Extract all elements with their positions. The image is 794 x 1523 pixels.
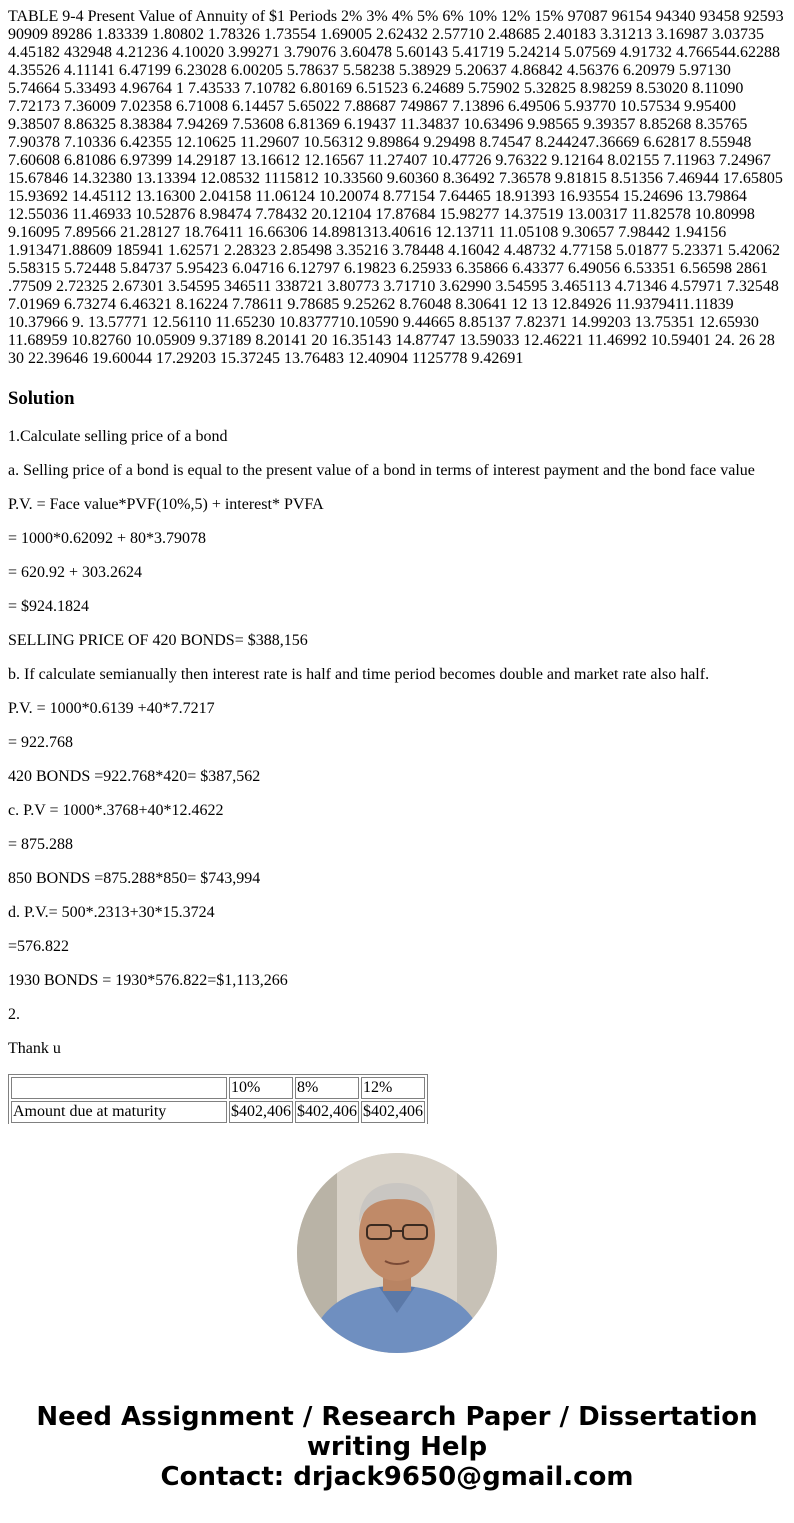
solution-line: = $924.1824 bbox=[8, 598, 90, 615]
solution-line: SELLING PRICE OF 420 BONDS= $388,156 bbox=[8, 632, 308, 649]
solution-line: 2. bbox=[8, 1006, 20, 1023]
author-avatar bbox=[297, 1153, 497, 1353]
table-cell: 8% bbox=[295, 1077, 359, 1099]
assignment-help-banner bbox=[0, 1402, 794, 1492]
table-cell: Amount due at maturity bbox=[11, 1101, 227, 1123]
solution-line: c. P.V = 1000*.3768+40*12.4622 bbox=[8, 802, 224, 819]
solution-line: = 1000*0.62092 + 80*3.79078 bbox=[8, 530, 207, 547]
table-header-row bbox=[11, 1077, 425, 1099]
table-cell: $402,406 bbox=[229, 1101, 293, 1123]
solution-line: P.V. = Face value*PVF(10%,5) + interest* PVFA bbox=[8, 496, 324, 513]
pv-annuity-table-text: TABLE 9-4 Present Value of Annuity of $1 Periods 2% 3% 4% 5% 6% 10% 12% 15% 97087 96154 94340 93458 92593 90909 89286 1.83339 1.80802 1.78326 1.73554 1.69005 2.62432 2.57710 2.48685 2.40183 3.31213 3.16987 3.03735 4.45182 432948 4.21236 4.10020 3.99271 3.79076 3.60478 5.60143 5.41719 5.24214 5.07569 4.91732 4.766544.62288 4.35526 4.11141 6.47199 6.23028 6.00205 5.78637 5.58238 5.38929 5.20637 4.86842 4.56376 6.20979 5.97130 5.74664 5.33493 4.96764 1 7.43533 7.10782 6.80169 6.51523 6.24689 5.75902 5.32825 8.98259 8.53020 8.11090 7.72173 7.36009 7.02358 6.71008 6.14457 5.65022 7.88687 749867 7.13896 6.49506 5.93770 10.57534 9.95400 9.38507 8.86325 8.38384 7.94269 7.53608 6.81369 6.19437 11.34837 10.63496 9.98565 9.39357 8.85268 8.35765 7.90378 7.10336 6.42355 12.10625 11.29607 10.56312 9.89864 9.29498 8.74547 8.244247.36669 6.62817 8.55948 7.60608 6.81086 6.97399 14.29187 13.16612 12.16567 11.27407 10.47726 9.76322 9.12164 8.02155 7.11963 7.24967 15.67846 14.32380 13.13394 12.08532 1115812 10.33560 9.60360 8.36492 7.36578 9.81815 8.51356 7.46944 17.65805 15.93692 14.45112 13.16300 2.04158 11.06124 10.20074 8.77154 7.64465 18.91393 16.93554 15.24696 13.79864 12.55036 11.46933 10.52876 8.98474 7.78432 20.12104 17.87684 15.98277 14.37519 13.00317 11.82578 10.80998 9.16095 7.89566 21.28127 18.76411 16.66306 14.8981313.40616 12.13711 11.05108 9.30657 7.98442 1.94156 1.913471.88609 185941 1.62571 2.28323 2.85498 3.35216 3.78448 4.16042 4.48732 4.77158 5.01877 5.23371 5.42062 5.58315 5.72448 5.84737 5.95423 6.04716 6.12797 6.19823 6.25933 6.35866 6.43377 6.49056 6.53351 6.56598 2861 .77509 2.72325 2.67301 3.54595 346511 338721 3.80773 3.71710 3.62990 3.54595 3.465113 4.71346 4.57971 7.32548 7.01969 6.73274 6.46321 8.16224 7.78611 9.78685 9.25262 8.76048 8.30641 12 13 12.84926 11.9379411.11839 10.37966 9. 13.57771 12.56110 11.65230 10.8377710.10590 9.44665 8.85137 7.82371 14.99203 13.75351 12.65930 11.68959 10.82760 10.05909 9.37189 8.20141 20 16.35143 14.87747 13.59033 12.46221 11.46992 10.59401 24. 26 28 30 22.39646 19.60044 17.29203 15.37245 13.76483 12.40904 1125778 9.42691 bbox=[8, 8, 784, 367]
solution-line: d. P.V.= 500*.2313+30*15.3724 bbox=[8, 904, 215, 921]
solution-line: = 620.92 + 303.2624 bbox=[8, 564, 143, 581]
document-body bbox=[8, 8, 786, 1124]
solution-line: 420 BONDS =922.768*420= $387,562 bbox=[8, 768, 261, 785]
solution-line: = 875.288 bbox=[8, 836, 74, 853]
solution-line: = 922.768 bbox=[8, 734, 74, 751]
solution-line: P.V. = 1000*0.6139 +40*7.7217 bbox=[8, 700, 215, 717]
solution-heading: Solution bbox=[8, 388, 75, 409]
solution-line: Thank u bbox=[8, 1040, 61, 1057]
avatar-portrait-image bbox=[297, 1153, 497, 1353]
solution-line: =576.822 bbox=[8, 938, 70, 955]
table-cell: 12% bbox=[361, 1077, 425, 1099]
table-cell bbox=[11, 1077, 227, 1099]
table-cell: 10% bbox=[229, 1077, 293, 1099]
banner-contact-line: Contact: drjack9650@gmail.com bbox=[160, 1462, 634, 1492]
maturity-table-container bbox=[8, 1074, 786, 1124]
solution-line: 1930 BONDS = 1930*576.822=$1,113,266 bbox=[8, 972, 288, 989]
maturity-table bbox=[8, 1074, 428, 1124]
banner-line: Need Assignment / Research Paper / Dissertation bbox=[36, 1402, 758, 1432]
table-cell: $402,406 bbox=[361, 1101, 425, 1123]
solution-line: 850 BONDS =875.288*850= $743,994 bbox=[8, 870, 261, 887]
solution-line: 1.Calculate selling price of a bond bbox=[8, 428, 228, 445]
solution-line: b. If calculate semianually then interest rate is half and time period becomes double and market rate also half. bbox=[8, 666, 710, 683]
table-cell: $402,406 bbox=[295, 1101, 359, 1123]
banner-line: writing Help bbox=[306, 1432, 488, 1462]
table-row bbox=[11, 1101, 425, 1123]
solution-line: a. Selling price of a bond is equal to the present value of a bond in terms of interest payment and the bond face value bbox=[8, 462, 755, 479]
